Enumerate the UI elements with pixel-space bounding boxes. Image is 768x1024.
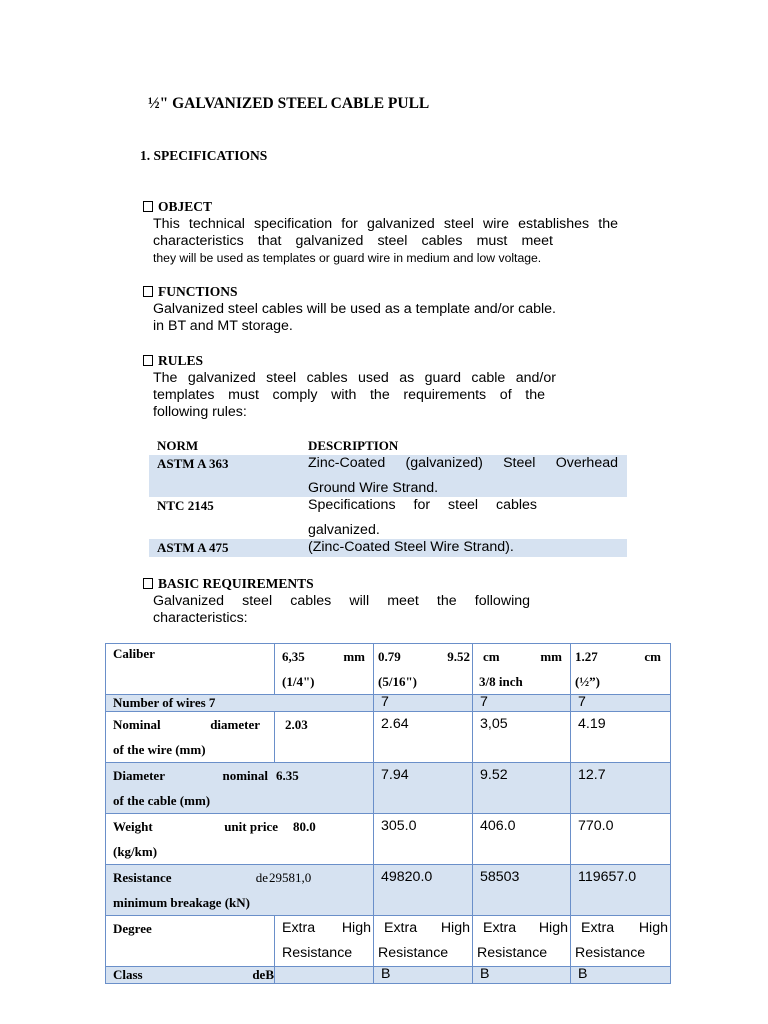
basic-line-1: Galvanized steel cables will meet the following (153, 593, 530, 609)
norms-table (149, 436, 627, 557)
cell-text: High (341, 920, 371, 936)
cell-text: 1.27 (575, 649, 598, 664)
norm-cell: ASTM A 475 (157, 540, 229, 555)
diameter-cable-label (106, 763, 374, 814)
cell-text: nominal (222, 768, 268, 783)
caliber-cell-3 (473, 644, 571, 695)
cell-text: Diameter (113, 768, 165, 783)
cell-text: 80.0 (293, 819, 316, 834)
cell-text: Resistance (282, 945, 353, 961)
wires-label: Number of wires 7 (106, 695, 374, 712)
cell-text: 49820.0 (374, 865, 473, 916)
object-line-1: This technical specification for galvanized steel wire establishes the (153, 216, 618, 232)
description-line: Specifications for steel cables (308, 497, 537, 513)
cell-text: cm (483, 649, 500, 664)
table-row (106, 712, 671, 763)
checkbox-icon (143, 355, 153, 366)
rules-line-2: templates must comply with the requirements of the (153, 387, 545, 403)
cell-text: B (374, 967, 473, 984)
cell-text: 9.52 (447, 649, 470, 664)
cell-text: Weight (113, 819, 153, 834)
cell-text: High (440, 920, 470, 936)
caliber-cell-4 (571, 644, 671, 695)
cell-text: mm (540, 649, 562, 664)
cell-text: Extra (282, 920, 316, 936)
cell-text: 770.0 (571, 814, 671, 865)
table-row (106, 763, 671, 814)
object-line-2: characteristics that galvanized steel cables must meet (153, 233, 553, 249)
cell-text: minimum breakage (kN) (113, 895, 250, 910)
cell-text: (5/16") (378, 674, 417, 689)
cell-line (113, 967, 274, 982)
cell-text: Resistance (477, 945, 548, 961)
description-line: Zinc-Coated (galvanized) Steel Overhead (308, 455, 618, 471)
cell-text: cm (644, 649, 661, 664)
cell-text: unit price (224, 819, 278, 834)
cell-text: 58503 (473, 865, 571, 916)
cell-text: Nominal (113, 717, 161, 732)
functions-line-2: in BT and MT storage. (153, 318, 293, 334)
cell-text: 4.19 (571, 712, 671, 763)
cell-line (113, 814, 278, 839)
basic-heading (143, 576, 314, 592)
description-header: DESCRIPTION (308, 438, 399, 453)
cell-line (113, 865, 268, 890)
description-line: Ground Wire Strand. (308, 480, 439, 496)
description-line: (Zinc-Coated Steel Wire Strand). (308, 539, 514, 555)
spec-table (105, 643, 671, 984)
description-cell (308, 535, 618, 560)
caliber-cell-2 (374, 644, 473, 695)
object-heading (143, 199, 212, 215)
cell-text: 2.64 (374, 712, 473, 763)
cell-text: Resistance (113, 870, 172, 885)
cell-line (113, 763, 268, 788)
table-row (149, 539, 627, 557)
table-row (149, 455, 627, 497)
cell-text: 7 (374, 695, 473, 712)
cell-text: 6.35 (276, 768, 299, 783)
cell-line (113, 712, 260, 737)
cell-text: 12.7 (571, 763, 671, 814)
degree-cell (275, 916, 374, 967)
cell-text: of the wire (mm) (113, 742, 206, 757)
cell-text: Resistance (575, 945, 646, 961)
rules-line-1: The galvanized steel cables used as guard cable and/or (153, 370, 556, 386)
cell-line (575, 644, 661, 669)
empty-cell (275, 967, 374, 984)
basic-heading-text: BASIC REQUIREMENTS (158, 576, 314, 591)
cell-line (483, 644, 562, 669)
cell-line (282, 644, 365, 669)
cell-text: 0.79 (378, 649, 401, 664)
document-title: ½" GALVANIZED STEEL CABLE PULL (148, 95, 430, 112)
norm-cell: ASTM A 363 (157, 456, 229, 471)
caliber-cell-1 (275, 644, 374, 695)
cell-text: Extra (581, 920, 615, 936)
weight-label (106, 814, 374, 865)
cell-text: Resistance (378, 945, 449, 961)
functions-heading (143, 284, 238, 300)
table-row (149, 497, 627, 539)
cell-line (581, 916, 668, 941)
functions-line-1: Galvanized steel cables will be used as a template and/or cable. (153, 301, 556, 317)
object-line-3: they will be used as templates or guard wire in medium and low voltage. (153, 251, 542, 265)
cell-text: 3/8 inch (479, 674, 523, 689)
cell-text: High (638, 920, 668, 936)
table-row (106, 695, 671, 712)
cell-text: (½”) (575, 674, 600, 689)
functions-heading-text: FUNCTIONS (158, 284, 238, 299)
degree-cell (374, 916, 473, 967)
cell-line (483, 916, 568, 941)
cell-line (378, 644, 470, 669)
cell-text: of the cable (mm) (113, 793, 211, 808)
table-row (106, 814, 671, 865)
cell-text: 6,35 (282, 649, 305, 664)
cell-text: 3,05 (473, 712, 571, 763)
cell-text: 9.52 (473, 763, 571, 814)
description-line: galvanized. (308, 522, 380, 538)
cell-text: deB (252, 967, 274, 982)
cell-text: 7.94 (374, 763, 473, 814)
cell-text: de (255, 870, 268, 885)
basic-line-2: characteristics: (153, 610, 248, 626)
cell-line (282, 916, 371, 941)
cell-text: 2.03 (275, 712, 374, 763)
rules-heading-text: RULES (158, 353, 204, 368)
checkbox-icon (143, 578, 153, 589)
degree-label: Degree (106, 916, 275, 967)
checkbox-icon (143, 201, 153, 212)
cell-text: Extra (384, 920, 418, 936)
norm-header: NORM (157, 438, 199, 453)
cell-text: diameter (210, 717, 260, 732)
caliber-label: Caliber (106, 644, 275, 695)
cell-text: High (538, 920, 568, 936)
cell-text: 7 (473, 695, 571, 712)
cell-text: B (473, 967, 571, 984)
nominal-wire-label (106, 712, 275, 763)
cell-text: 7 (571, 695, 671, 712)
resistance-label (106, 865, 374, 916)
class-label (106, 967, 275, 984)
cell-text: (kg/km) (113, 844, 158, 859)
table-row (106, 865, 671, 916)
cell-text: Extra (483, 920, 517, 936)
degree-cell (571, 916, 671, 967)
rules-heading (143, 353, 203, 369)
table-row (106, 644, 671, 695)
cell-text: (1/4") (282, 674, 315, 689)
cell-text: 406.0 (473, 814, 571, 865)
section-heading: 1. SPECIFICATIONS (140, 148, 268, 163)
cell-text: 119657.0 (571, 865, 671, 916)
rules-line-3: following rules: (153, 404, 247, 420)
cell-text: mm (343, 649, 365, 664)
checkbox-icon (143, 286, 153, 297)
table-row (106, 967, 671, 984)
cell-line (384, 916, 470, 941)
cell-text: 305.0 (374, 814, 473, 865)
cell-text: B (571, 967, 671, 984)
degree-cell (473, 916, 571, 967)
cell-text: 29581,0 (269, 870, 312, 885)
table-row (106, 916, 671, 967)
object-heading-text: OBJECT (158, 199, 213, 214)
norm-cell: NTC 2145 (157, 498, 214, 513)
cell-text: Class (113, 967, 143, 982)
